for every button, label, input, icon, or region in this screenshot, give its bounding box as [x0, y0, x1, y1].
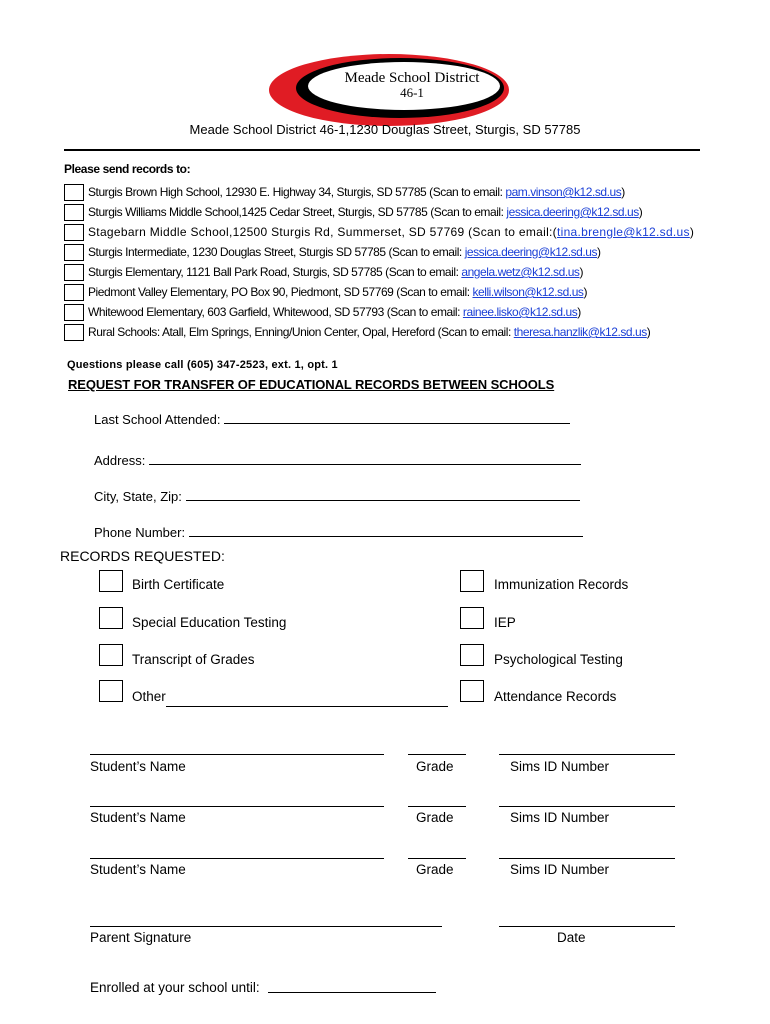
city-input[interactable] [186, 488, 580, 501]
school-close: ) [583, 285, 588, 299]
iep-checkbox[interactable] [460, 607, 484, 629]
immunization-label: Immunization Records [494, 577, 629, 592]
phone-field[interactable] [94, 524, 583, 540]
school-text: Sturgis Brown High School, 12930 E. Highway 34, Sturgis, SD 57785 (Scan to email: [88, 185, 506, 199]
enrolled-until-input[interactable] [268, 992, 436, 993]
date-input[interactable] [499, 926, 675, 927]
school-email-link[interactable]: jessica.deering@k12.sd.us [506, 205, 639, 219]
school-checkbox[interactable] [64, 324, 84, 341]
sims-id-input[interactable] [499, 754, 675, 755]
address-label: Address: [94, 453, 146, 468]
psychological-label: Psychological Testing [494, 652, 623, 667]
sims-id-label: Sims ID Number [510, 759, 610, 774]
logo-line-2: 46-1 [400, 85, 424, 100]
attendance-label: Attendance Records [494, 689, 617, 704]
school-checkbox[interactable] [64, 224, 84, 241]
grade-input[interactable] [408, 858, 466, 859]
school-checkbox[interactable] [64, 304, 84, 321]
last-school-input[interactable] [224, 411, 570, 424]
city-label: City, State, Zip: [94, 489, 182, 504]
school-checkbox[interactable] [64, 244, 84, 261]
last-school-label: Last School Attended: [94, 412, 221, 427]
student-name-label: Student’s Name [90, 810, 186, 825]
grade-label: Grade [416, 862, 454, 877]
student-name-label: Student’s Name [90, 759, 186, 774]
grade-label: Grade [416, 759, 454, 774]
phone-label: Phone Number: [94, 525, 186, 540]
school-email-link[interactable]: theresa.hanzlik@k12.sd.us [513, 325, 647, 339]
school-text: Sturgis Intermediate, 1230 Douglas Street, Sturgis SD 57785 (Scan to email: [88, 245, 465, 259]
enrolled-until-label: Enrolled at your school until: [90, 980, 260, 995]
phone-input[interactable] [189, 524, 583, 537]
school-email-link[interactable]: angela.wetz@k12.sd.us [461, 265, 580, 279]
school-close: ) [646, 325, 651, 339]
sims-id-label: Sims ID Number [510, 810, 610, 825]
school-checkbox[interactable] [64, 264, 84, 281]
grade-input[interactable] [408, 806, 466, 807]
district-address: Meade School District 46-1,1230 Douglas Street, Sturgis, SD 57785 [189, 122, 581, 137]
sims-id-input[interactable] [499, 806, 675, 807]
other-label: Other [132, 689, 166, 704]
student-name-input[interactable] [90, 806, 384, 807]
grade-input[interactable] [408, 754, 466, 755]
questions-phone: Questions please call (605) 347-2523, ext. 1, opt. 1 [67, 359, 338, 371]
school-email-link[interactable]: pam.vinson@k12.sd.us [505, 185, 622, 199]
school-email-link[interactable]: tina.brengle@k12.sd.us [556, 225, 690, 239]
iep-label: IEP [494, 615, 516, 630]
school-email-link[interactable]: kelli.wilson@k12.sd.us [472, 285, 584, 299]
other-input[interactable] [166, 706, 448, 707]
send-records-label: Please send records to: [64, 162, 191, 176]
school-close: ) [579, 265, 584, 279]
special-ed-testing-checkbox[interactable] [99, 607, 123, 629]
transcript-checkbox[interactable] [99, 644, 123, 666]
header-divider [64, 149, 700, 151]
sims-id-label: Sims ID Number [510, 862, 610, 877]
school-close: ) [577, 305, 581, 319]
special-ed-testing-label: Special Education Testing [132, 615, 287, 630]
school-email-link[interactable]: jessica.deering@k12.sd.us [464, 245, 598, 259]
birth-certificate-checkbox[interactable] [99, 570, 123, 592]
grade-label: Grade [416, 810, 454, 825]
school-text: Whitewood Elementary, 603 Garfield, Whitewood, SD 57793 (Scan to email: [88, 305, 463, 319]
parent-signature-input[interactable] [90, 926, 442, 927]
request-title: REQUEST FOR TRANSFER OF EDUCATIONAL RECORDS BETWEEN SCHOOLS [68, 377, 555, 392]
school-text: Piedmont Valley Elementary, PO Box 90, Piedmont, SD 57769 (Scan to email: [88, 285, 473, 299]
school-close: ) [638, 205, 643, 219]
school-text: Sturgis Elementary, 1121 Ball Park Road, Sturgis, SD 57785 (Scan to email: [88, 265, 462, 279]
school-text: Rural Schools: Atall, Elm Springs, Enning/Union Center, Opal, Hereford (Scan to email: [88, 325, 514, 339]
school-close: ) [597, 245, 601, 259]
date-label: Date [557, 930, 586, 945]
school-checkbox[interactable] [64, 284, 84, 301]
school-text: Stagebarn Middle School,12500 Sturgis Rd, Summerset, SD 57769 (Scan to email:( [88, 225, 557, 239]
transcript-label: Transcript of Grades [132, 652, 255, 667]
student-name-input[interactable] [90, 754, 384, 755]
attendance-checkbox[interactable] [460, 680, 484, 702]
school-text: Sturgis Williams Middle School,1425 Cedar Street, Sturgis, SD 57785 (Scan to email: [88, 205, 507, 219]
city-field[interactable] [94, 488, 580, 504]
parent-signature-label: Parent Signature [90, 930, 192, 945]
sims-id-input[interactable] [499, 858, 675, 859]
school-checkbox[interactable] [64, 204, 84, 221]
address-input[interactable] [149, 452, 581, 465]
address-field[interactable] [94, 452, 581, 468]
student-name-label: Student’s Name [90, 862, 186, 877]
school-email-link[interactable]: rainee.lisko@k12.sd.us [462, 305, 578, 319]
school-close: ) [621, 185, 625, 199]
school-close: ) [689, 225, 695, 239]
district-logo [262, 52, 512, 132]
immunization-checkbox[interactable] [460, 570, 484, 592]
last-school-field[interactable] [94, 411, 570, 427]
other-checkbox[interactable] [99, 680, 123, 702]
psychological-checkbox[interactable] [460, 644, 484, 666]
student-name-input[interactable] [90, 858, 384, 859]
birth-certificate-label: Birth Certificate [132, 577, 225, 592]
records-requested-label: RECORDS REQUESTED: [60, 548, 225, 564]
logo-line-1: Meade School District [344, 70, 480, 86]
school-checkbox[interactable] [64, 184, 84, 201]
